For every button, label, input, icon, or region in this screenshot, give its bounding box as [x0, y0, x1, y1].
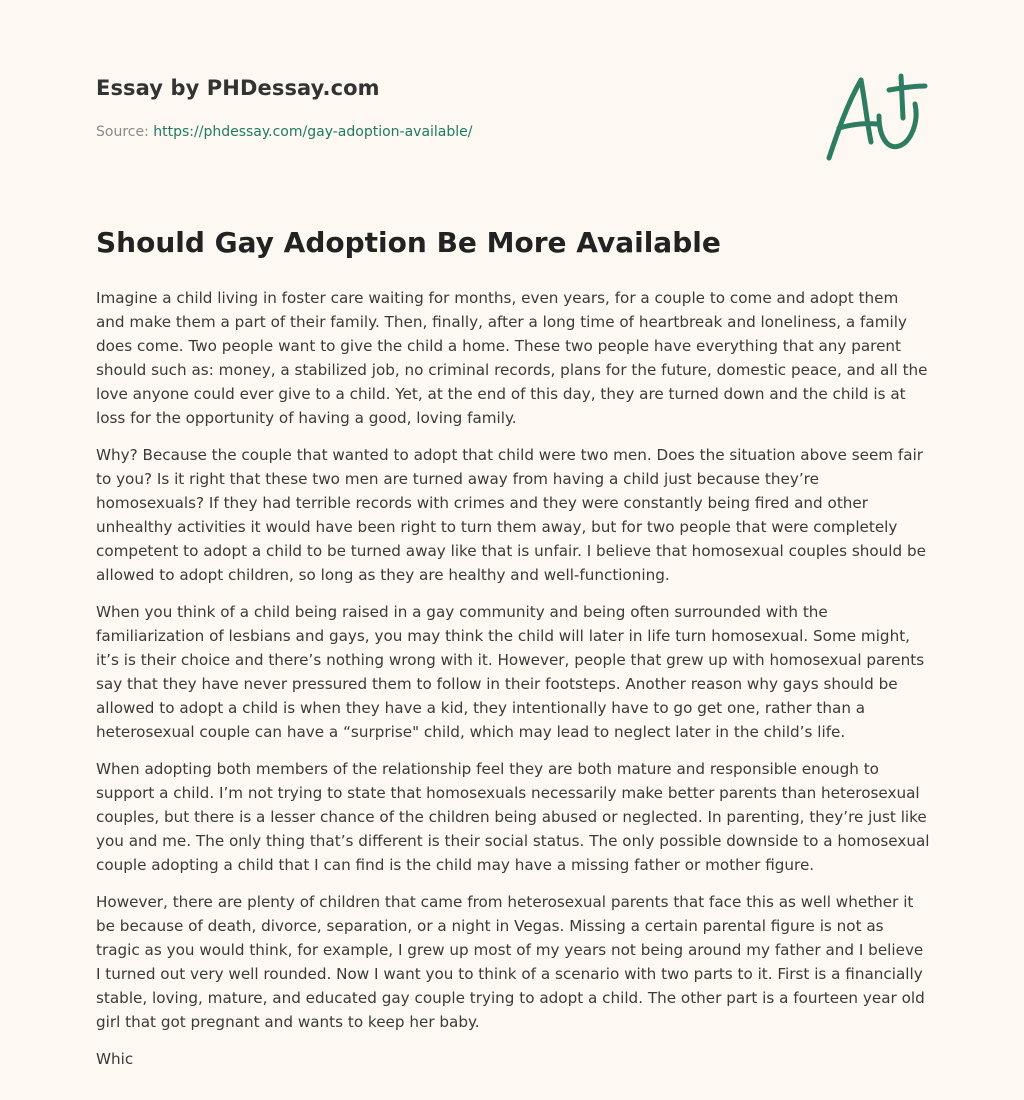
essay-paragraph: However, there are plenty of children that came from heterosexual parents that face this as well whether it be because of death, divorce, separation, or a night in Vegas. Missing a certain parental figure is not as tragic as you would think, for example, I grew up most of my years not being around my father and I believe I turned out very well rounded. Now I want you to think of a scenario with two parts to it. First is a financially stable, loving, mature, and educated gay couple trying to adopt a child. The other part is a fourteen year old girl that got pregnant and wants to keep her baby.: [96, 893, 925, 1031]
essay-paragraph: Why? Because the couple that wanted to adopt that child were two men. Does the situation above seem fair to you? Is it right that these two men are turned away from having a child just because they’re homosexuals? If they had terrible records with crimes and they were constantly being fired and other unhealthy activities it would have been right to turn them away, but for two people that were completely competent to adopt a child to be turned away like that is unfair. I believe that homosexual couples should be allowed to adopt children, so long as they are healthy and well-functioning.: [96, 446, 926, 584]
essay-body: [96, 286, 930, 1084]
source-label: Source:: [96, 124, 154, 140]
essay-title: Should Gay Adoption Be More Available: [96, 226, 721, 259]
a-plus-logo-icon: [821, 66, 931, 166]
site-title: Essay by PHDessay.com: [96, 76, 380, 100]
essay-paragraph-truncated: Whic: [96, 1050, 134, 1068]
essay-paragraph: When you think of a child being raised in a gay community and being often surrounded with the familiarization of lesbians and gays, you may think the child will later in life turn homosexual. Some might, it’s is their choice and there’s nothing wrong with it. However, people that grew up with homosexual parents say that they have never pressured them to follow in their footsteps. Another reason why gays should be allowed to adopt a child is when they have a kid, they intentionally have to go get one, rather than a heterosexual couple can have a “surprise" child, which may lead to neglect later in the child’s life.: [96, 603, 925, 741]
source-line: [96, 124, 472, 140]
essay-paragraph: When adopting both members of the relationship feel they are both mature and responsible enough to support a child. I’m not trying to state that homosexuals necessarily make better parents than heterosexual couples, but there is a lesser chance of the children being abused or neglected. In parenting, they’re just like you and me. The only thing that’s different is their social status. The only possible downside to a homosexual couple adopting a child that I can find is the child may have a missing father or mother figure.: [96, 760, 930, 874]
essay-paragraph: Imagine a child living in foster care waiting for months, even years, for a couple to come and adopt them and make them a part of their family. Then, finally, after a long time of heartbreak and loneliness, a family does come. Two people want to give the child a home. These two people have everything that any parent should such as: money, a stabilized job, no criminal records, plans for the future, domestic peace, and all the love anyone could ever give to a child. Yet, at the end of this day, they are turned down and the child is at loss for the opportunity of having a good, loving family.: [96, 289, 928, 427]
source-link[interactable]: https://phdessay.com/gay-adoption-available/: [153, 124, 473, 140]
